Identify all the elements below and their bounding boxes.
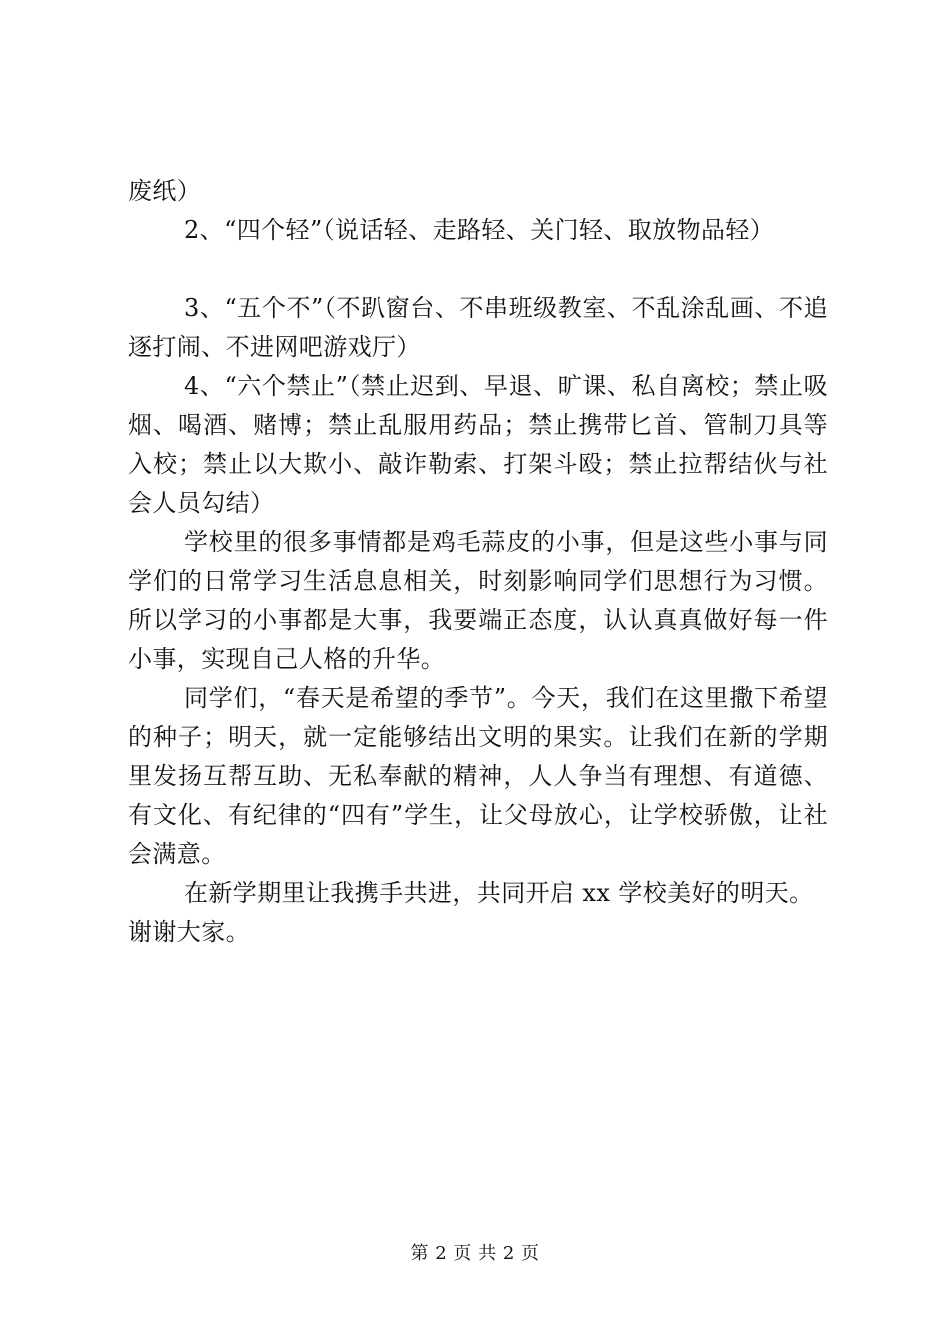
paragraph-rule-2: 2、“四个轻”（说话轻、走路轻、关门轻、取放物品轻） <box>184 216 775 244</box>
paragraph-rule-3: 3、“五个不”（不趴窗台、不串班级教室、不乱涂乱画、不追逐打闹、不进网吧游戏厅） <box>128 294 828 361</box>
paragraph-rule-4: 4、“六个禁止”（禁止迟到、早退、旷课、私自离校；禁止吸烟、喝酒、赌博；禁止乱服用药品；禁止携带匕首、管制刀具等入校；禁止以大欺小、敲诈勒索、打架斗殴；禁止拉帮结伙与社会人员勾结） <box>128 372 828 517</box>
paragraph-continuation: 废纸） <box>128 177 202 205</box>
paragraph-small-things: 学校里的很多事情都是鸡毛蒜皮的小事，但是这些小事与同学们的日常学习生活息息相关，时刻影响同学们思想行为习惯。所以学习的小事都是大事，我要端正态度，认认真真做好每一件小事，实现自己人格的升华。 <box>128 528 828 673</box>
document-body <box>128 172 828 952</box>
paragraph-closing: 在新学期里让我携手共进，共同开启 xx 学校美好的明天。 <box>184 879 814 907</box>
paragraph-spring-hope: 同学们，“春天是希望的季节”。今天，我们在这里撒下希望的种子；明天，就一定能够结出文明的果实。让我们在新的学期里发扬互帮互助、无私奉献的精神，人人争当有理想、有道德、有文化、有纪律的“四有”学生，让父母放心，让学校骄傲，让社会满意。 <box>128 684 828 868</box>
page-footer: 第 2 页 共 2 页 <box>410 1243 540 1264</box>
paragraph-thanks: 谢谢大家。 <box>128 918 250 946</box>
